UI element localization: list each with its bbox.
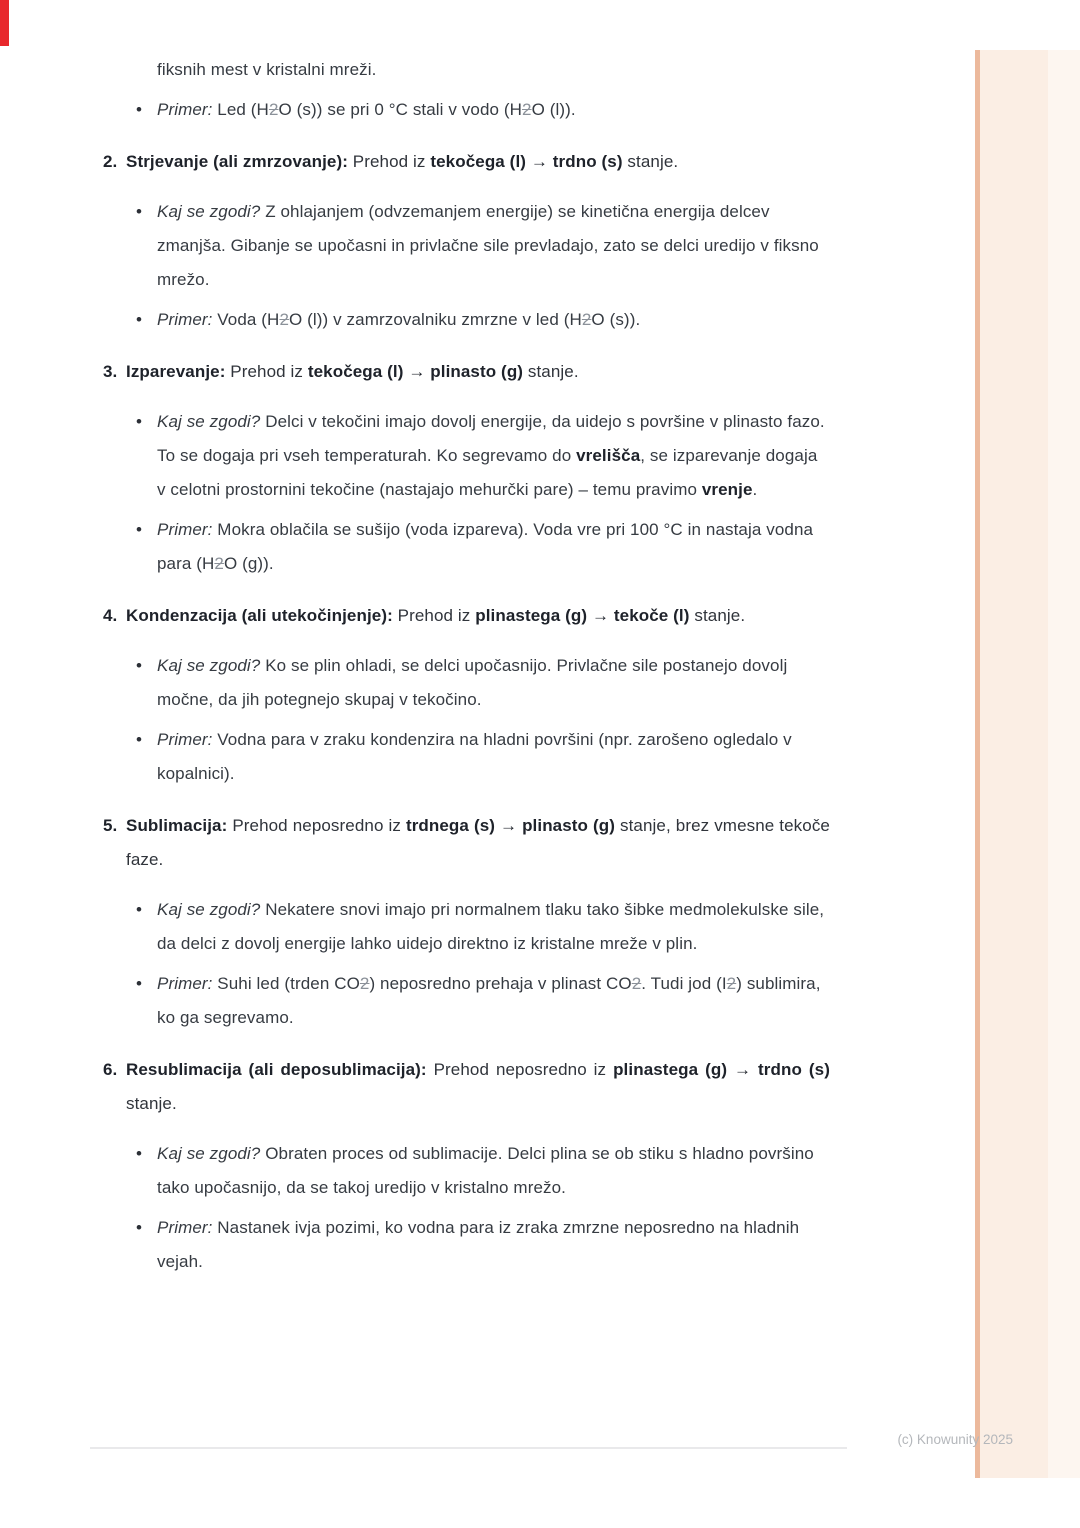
text-run: . xyxy=(752,480,758,499)
section-heading-text xyxy=(126,152,678,171)
list-number: 2. xyxy=(103,152,118,171)
text-run: Prehod neposredno iz xyxy=(227,816,406,835)
text-run: stanje. xyxy=(523,362,579,381)
bullet-item xyxy=(103,405,830,507)
text-run: ) sublimira, ko ga segrevamo. xyxy=(157,974,821,1027)
bullet-item xyxy=(103,1137,830,1205)
text-run: stanje, brez vmesne tekoče faze. xyxy=(126,816,830,869)
paragraph-text xyxy=(157,730,792,783)
bullet-icon: • xyxy=(136,520,143,539)
bullet-item xyxy=(103,649,830,717)
paragraph-text xyxy=(157,310,640,329)
text-run: O (s)) se pri 0 °C stali v vodo (H xyxy=(278,100,523,119)
text-run: O (s)). xyxy=(591,310,641,329)
list-number: 4. xyxy=(103,606,118,625)
bullet-item xyxy=(103,723,830,791)
stripe-faint-fill xyxy=(1048,50,1080,1478)
list-number: 3. xyxy=(103,362,118,381)
text-run: stanje. xyxy=(622,152,679,171)
subscript-strikethrough: 2 xyxy=(268,100,279,119)
paragraph-text xyxy=(157,1144,814,1197)
text-run: Z ohlajanjem (odvzemanjem energije) se kinetična energija delcev zmanjša. Gibanje se upočasni in privlačne sile prevladajo, zato se delci uredijo v fiksno mrežo. xyxy=(157,202,819,289)
right-accent-stripe xyxy=(975,50,1080,1478)
text-run: Primer: xyxy=(157,730,213,749)
paragraph-text xyxy=(157,100,576,119)
subscript-strikethrough: 2 xyxy=(581,310,592,329)
text-run: plinastega (g) → tekoče (l) xyxy=(475,606,690,625)
text-run: Vodna para v zraku kondenzira na hladni površini (npr. zarošeno ogledalo v kopalnici). xyxy=(157,730,792,783)
section-heading xyxy=(103,809,830,877)
subscript-strikethrough: 2 xyxy=(631,974,642,993)
list-number: 5. xyxy=(103,816,118,835)
text-run: Kondenzacija (ali utekočinjenje): xyxy=(126,606,393,625)
text-run: Kaj se zgodi? xyxy=(157,412,261,431)
bullet-item xyxy=(103,195,830,297)
bullet-icon: • xyxy=(136,100,143,119)
text-run: tekočega (l) → plinasto (g) xyxy=(307,362,524,381)
paragraph-text xyxy=(157,520,813,573)
section-heading xyxy=(103,145,830,179)
text-run: stanje. xyxy=(126,1094,177,1113)
bullet-icon: • xyxy=(136,900,143,919)
bullet-icon: • xyxy=(136,974,143,993)
text-run: Ko se plin ohladi, se delci upočasnijo. Privlačne sile postanejo dovolj močne, da jih potegnejo skupaj v tekočino. xyxy=(157,656,788,709)
section-heading xyxy=(103,355,830,389)
text-run: trdnega (s) → plinasto (g) xyxy=(405,816,616,835)
bullet-item xyxy=(103,303,830,337)
text-run: O (l)). xyxy=(531,100,576,119)
bullet-icon: • xyxy=(136,412,143,431)
paragraph-text xyxy=(157,60,376,79)
text-run: tekočega (l) → trdno (s) xyxy=(430,152,623,171)
text-run: , se izparevanje dogaja v celotni prostornini tekočine (nastajajo mehurčki pare) – temu pravimo xyxy=(157,446,818,499)
text-run: ) neposredno prehaja v plinast CO xyxy=(369,974,632,993)
text-run: Primer: xyxy=(157,100,213,119)
text-run: Kaj se zgodi? xyxy=(157,1144,261,1163)
text-run: vrelišča xyxy=(576,446,641,465)
text-run: Led (H xyxy=(212,100,269,119)
bullet-item xyxy=(103,513,830,581)
text-run: Primer: xyxy=(157,520,213,539)
text-run: Delci v tekočini imajo dovolj energije, da uidejo s površine v plinasto fazo. To se dogaja pri vseh temperaturah. Ko segrevamo do xyxy=(157,412,825,465)
text-run: stanje. xyxy=(689,606,746,625)
text-run: O (g)). xyxy=(223,554,274,573)
section-heading xyxy=(103,1053,830,1121)
bullet-item xyxy=(103,93,830,127)
copyright-watermark: (c) Knowunity 2025 xyxy=(897,1432,1013,1447)
subscript-strikethrough: 2 xyxy=(279,310,289,329)
text-run: Suhi led (trden CO xyxy=(212,974,360,993)
section-heading-text xyxy=(126,362,579,381)
bullet-item xyxy=(103,893,830,961)
paragraph-text xyxy=(157,202,819,289)
text-run: Primer: xyxy=(157,310,213,329)
text-run: Prehod neposredno iz xyxy=(426,1060,614,1079)
footer-divider xyxy=(90,1447,847,1449)
bullet-icon: • xyxy=(136,656,143,675)
text-run: . Tudi jod (I xyxy=(641,974,727,993)
text-run: O (l)) v zamrzovalniku zmrzne v led (H xyxy=(289,310,582,329)
section-heading-text xyxy=(126,606,745,625)
text-run: plinastega (g) → trdno (s) xyxy=(613,1060,830,1079)
subscript-strikethrough: 2 xyxy=(359,974,370,993)
list-number: 6. xyxy=(103,1060,118,1079)
text-run: Resublimacija (ali deposublimacija): xyxy=(126,1060,427,1079)
bullet-icon: • xyxy=(136,730,143,749)
continuation-text xyxy=(103,53,830,87)
section-heading-text xyxy=(126,1060,830,1113)
paragraph-text xyxy=(157,656,787,709)
bullet-icon: • xyxy=(136,202,143,221)
text-run: Voda (H xyxy=(212,310,280,329)
section-heading xyxy=(103,599,830,633)
text-run: Prehod iz xyxy=(347,152,431,171)
text-run: Nastanek ivja pozimi, ko vodna para iz zraka zmrzne neposredno na hladnih vejah. xyxy=(157,1218,800,1271)
bullet-item xyxy=(103,967,830,1035)
text-run: Sublimacija: xyxy=(126,816,228,835)
text-run: Prehod iz xyxy=(392,606,476,625)
text-run: Primer: xyxy=(157,974,213,993)
subscript-strikethrough: 2 xyxy=(522,100,532,119)
paragraph-text xyxy=(157,412,825,499)
subscript-strikethrough: 2 xyxy=(726,974,737,993)
text-run: Nekatere snovi imajo pri normalnem tlaku tako šibke medmolekulske sile, da delci z dovolj energije lahko uidejo direktno iz kristalne mreže v plin. xyxy=(157,900,825,953)
text-run: vrenje xyxy=(701,480,753,499)
text-run: Kaj se zgodi? xyxy=(157,202,261,221)
text-run: Prehod iz xyxy=(225,362,308,381)
text-run: Kaj se zgodi? xyxy=(157,900,261,919)
bullet-icon: • xyxy=(136,310,143,329)
text-run: Kaj se zgodi? xyxy=(157,656,261,675)
paragraph-text xyxy=(157,1218,799,1271)
text-run: fiksnih mest v kristalni mreži. xyxy=(157,60,377,79)
text-run: Mokra oblačila se sušijo (voda izpareva). Voda vre pri 100 °C in nastaja vodna para (H xyxy=(157,520,814,573)
text-run: Obraten proces od sublimacije. Delci plina se ob stiku s hladno površino tako upočasnijo, da se takoj uredijo v kristalno mrežo. xyxy=(157,1144,814,1197)
stripe-fill xyxy=(980,50,1048,1478)
text-run: Strjevanje (ali zmrzovanje): xyxy=(126,152,348,171)
bullet-item xyxy=(103,1211,830,1279)
bullet-icon: • xyxy=(136,1218,143,1237)
paragraph-text xyxy=(157,974,821,1027)
text-run: Izparevanje: xyxy=(126,362,226,381)
text-run: Primer: xyxy=(157,1218,213,1237)
paragraph-text xyxy=(157,900,824,953)
bullet-icon: • xyxy=(136,1144,143,1163)
section-heading-text xyxy=(126,816,830,869)
subscript-strikethrough: 2 xyxy=(214,554,224,573)
